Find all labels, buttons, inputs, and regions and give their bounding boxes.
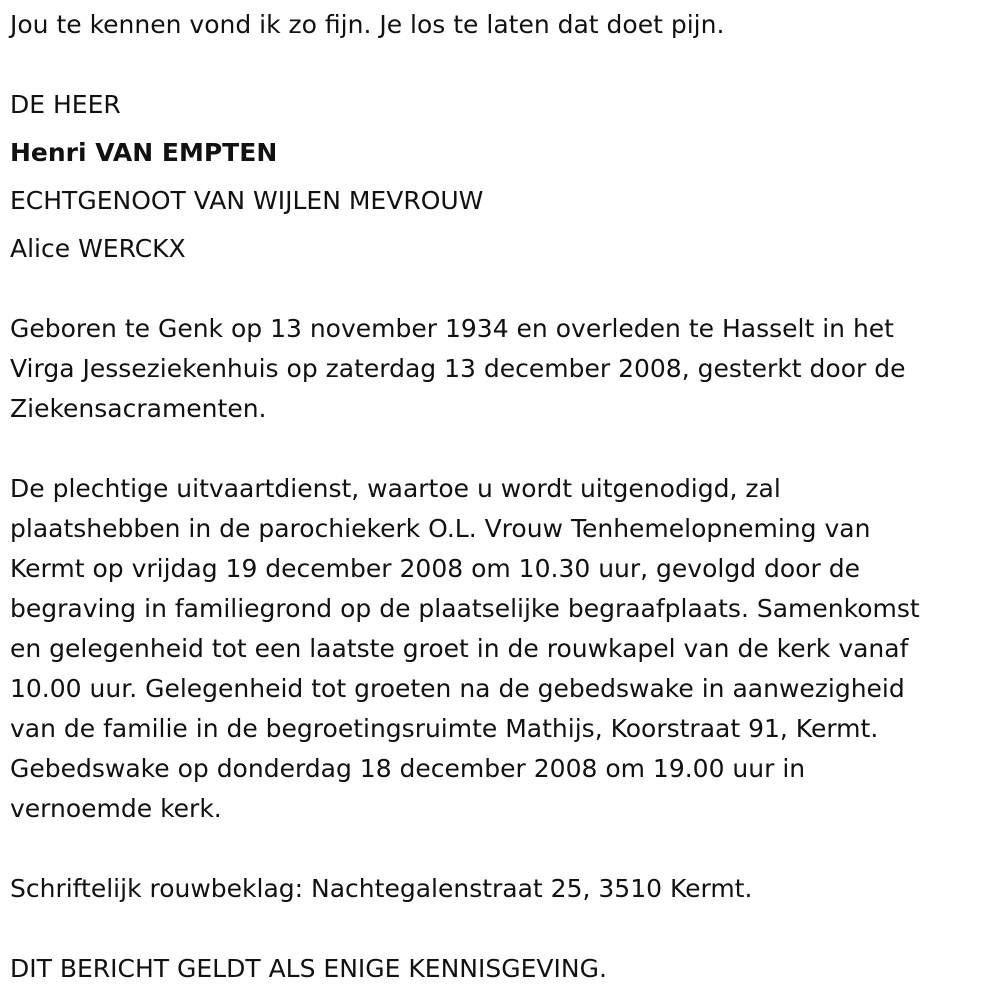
funeral-line: Gebedswake op donderdag 18 december 2008 om 19.00 uur in (10, 754, 806, 783)
notice-relation: ECHTGENOOT VAN WIJLEN MEVROUW (10, 186, 484, 215)
birth-death-line: Geboren te Genk op 13 november 1934 en overleden te Hasselt in het (10, 314, 894, 343)
funeral-notice (10, 0, 995, 1000)
notice-motto: Jou te kennen vond ik zo fijn. Je los te laten dat doet pijn. (10, 10, 725, 39)
funeral-line: van de familie in de begroetingsruimte Mathijs, Koorstraat 91, Kermt. (10, 714, 879, 743)
spouse-name: Alice WERCKX (10, 234, 186, 263)
funeral-paragraph (10, 469, 995, 829)
birth-death-paragraph (10, 309, 995, 429)
notice-title-prefix: DE HEER (10, 90, 121, 119)
closing-statement: DIT BERICHT GELDT ALS ENIGE KENNISGEVING. (10, 954, 607, 983)
funeral-line: en gelegenheid tot een laatste groet in de rouwkapel van de kerk vanaf (10, 634, 909, 663)
funeral-line: Kermt op vrijdag 19 december 2008 om 10.30 uur, gevolgd door de (10, 554, 860, 583)
birth-death-line: Ziekensacramenten. (10, 394, 267, 423)
funeral-line: plaatshebben in de parochiekerk O.L. Vrouw Tenhemelopneming van (10, 514, 871, 543)
birth-death-line: Virga Jesseziekenhuis op zaterdag 13 december 2008, gesterkt door de (10, 354, 906, 383)
condolence-address: Schriftelijk rouwbeklag: Nachtegalenstraat 25, 3510 Kermt. (10, 874, 753, 903)
funeral-line: begraving in familiegrond op de plaatselijke begraafplaats. Samenkomst (10, 594, 920, 623)
funeral-line: De plechtige uitvaartdienst, waartoe u wordt uitgenodigd, zal (10, 474, 781, 503)
deceased-name: Henri VAN EMPTEN (10, 138, 278, 167)
funeral-line: vernoemde kerk. (10, 794, 222, 823)
funeral-line: 10.00 uur. Gelegenheid tot groeten na de gebedswake in aanwezigheid (10, 674, 905, 703)
